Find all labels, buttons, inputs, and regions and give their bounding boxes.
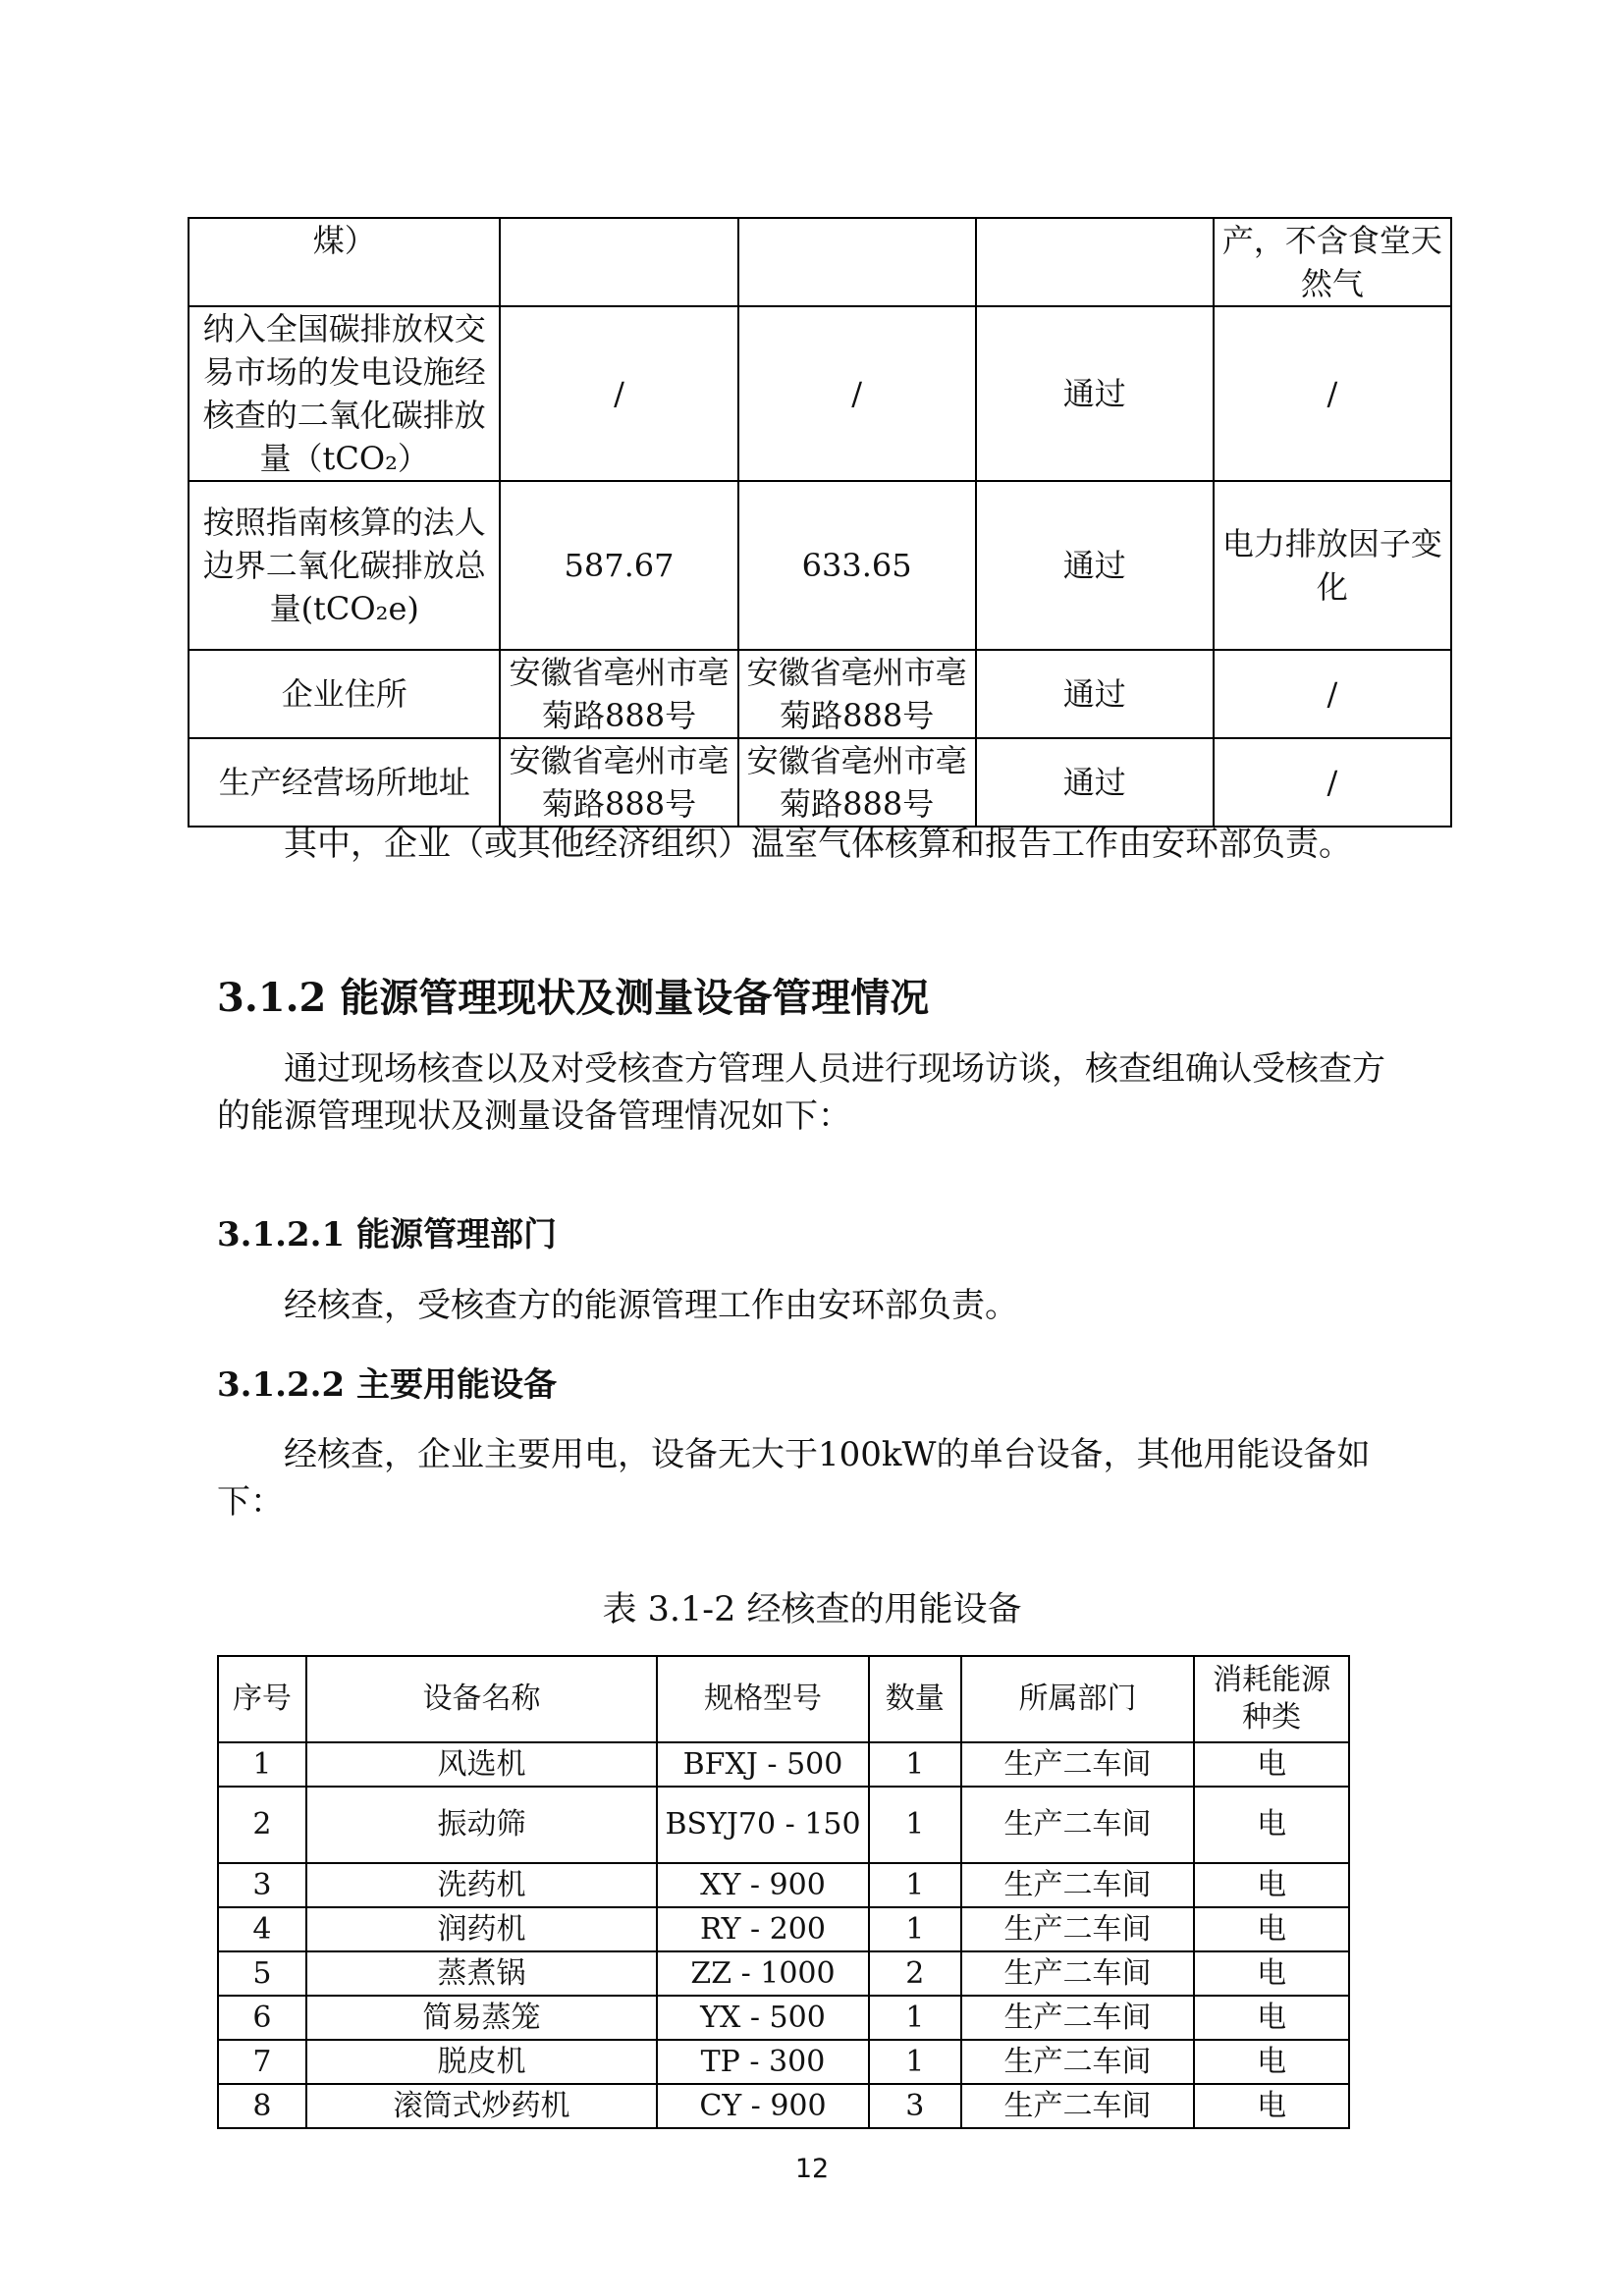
table-cell: BFXJ - 500 bbox=[657, 1742, 869, 1787]
table-cell: 电 bbox=[1194, 1996, 1349, 2040]
table-cell: 脱皮机 bbox=[306, 2040, 657, 2084]
table-cell: 生产经营场所地址 bbox=[189, 738, 500, 827]
table-cell bbox=[500, 218, 737, 306]
table-row bbox=[218, 1787, 1349, 1863]
column-header: 序号 bbox=[218, 1656, 306, 1742]
table-cell: 2 bbox=[218, 1787, 306, 1863]
table-cell: 通过 bbox=[976, 650, 1214, 738]
table-cell: 587.67 bbox=[500, 481, 737, 650]
table-row bbox=[218, 1742, 1349, 1787]
table-cell: XY - 900 bbox=[657, 1863, 869, 1907]
table-row bbox=[189, 738, 1451, 827]
page-number: 12 bbox=[794, 2154, 830, 2184]
table-cell: 1 bbox=[869, 1787, 961, 1863]
table-cell: CY - 900 bbox=[657, 2084, 869, 2128]
table-cell: 润药机 bbox=[306, 1907, 657, 1951]
table-cell: 产，不含食堂天然气 bbox=[1214, 218, 1451, 306]
table-row bbox=[218, 1863, 1349, 1907]
table-cell: 1 bbox=[869, 1996, 961, 2040]
verification-table bbox=[188, 217, 1452, 828]
table-cell: 通过 bbox=[976, 306, 1214, 481]
table-cell bbox=[738, 218, 976, 306]
table-cell: 电 bbox=[1194, 1951, 1349, 1996]
table-cell: TP - 300 bbox=[657, 2040, 869, 2084]
column-header: 消耗能源种类 bbox=[1194, 1656, 1349, 1742]
table-cell: / bbox=[738, 306, 976, 481]
table-cell bbox=[976, 218, 1214, 306]
table-cell: 生产二车间 bbox=[961, 2084, 1195, 2128]
table-cell: 生产二车间 bbox=[961, 1787, 1195, 1863]
table-header-row bbox=[218, 1656, 1349, 1742]
section-heading: 3.1.2 能源管理现状及测量设备管理情况 bbox=[217, 975, 930, 1021]
table-row bbox=[189, 218, 1451, 306]
table-cell: 电 bbox=[1194, 1863, 1349, 1907]
table-cell: 电 bbox=[1194, 1742, 1349, 1787]
table-cell: 5 bbox=[218, 1951, 306, 1996]
table-cell: 3 bbox=[218, 1863, 306, 1907]
column-header: 规格型号 bbox=[657, 1656, 869, 1742]
column-header: 所属部门 bbox=[961, 1656, 1195, 1742]
table-cell: 安徽省亳州市亳菊路888号 bbox=[738, 650, 976, 738]
table-cell: 1 bbox=[218, 1742, 306, 1787]
table-row bbox=[189, 481, 1451, 650]
equipment-table bbox=[217, 1655, 1350, 2129]
table-cell: 4 bbox=[218, 1907, 306, 1951]
table-cell: 振动筛 bbox=[306, 1787, 657, 1863]
table-row bbox=[218, 2084, 1349, 2128]
table-cell: 生产二车间 bbox=[961, 1951, 1195, 1996]
table-cell: 纳入全国碳排放权交易市场的发电设施经核查的二氧化碳排放量（tCO₂） bbox=[189, 306, 500, 481]
table-cell: 1 bbox=[869, 1863, 961, 1907]
table-cell: 煤） bbox=[189, 218, 500, 306]
subsection-heading: 3.1.2.1 能源管理部门 bbox=[217, 1215, 557, 1255]
table-cell: 电 bbox=[1194, 1907, 1349, 1951]
table-cell: 风选机 bbox=[306, 1742, 657, 1787]
table-cell: 生产二车间 bbox=[961, 1907, 1195, 1951]
table-cell: 2 bbox=[869, 1951, 961, 1996]
table-cell: 633.65 bbox=[738, 481, 976, 650]
table-row bbox=[218, 1907, 1349, 1951]
table-cell: 电 bbox=[1194, 2084, 1349, 2128]
column-header: 设备名称 bbox=[306, 1656, 657, 1742]
table-cell: 1 bbox=[869, 1907, 961, 1951]
table-cell: 8 bbox=[218, 2084, 306, 2128]
table-cell: 通过 bbox=[976, 481, 1214, 650]
table-cell: 生产二车间 bbox=[961, 1742, 1195, 1787]
paragraph: 经核查，企业主要用电，设备无大于100kW的单台设备，其他用能设备如下： bbox=[217, 1435, 1371, 1522]
table-cell: 电 bbox=[1194, 1787, 1349, 1863]
subsection-heading: 3.1.2.2 主要用能设备 bbox=[217, 1365, 557, 1405]
table-cell: 按照指南核算的法人边界二氧化碳排放总量(tCO₂e) bbox=[189, 481, 500, 650]
table-cell: 生产二车间 bbox=[961, 1996, 1195, 2040]
table-cell: BSYJ70 - 150 bbox=[657, 1787, 869, 1863]
table-cell: 安徽省亳州市亳菊路888号 bbox=[500, 650, 737, 738]
table-cell: 洗药机 bbox=[306, 1863, 657, 1907]
table-cell: 通过 bbox=[976, 738, 1214, 827]
table-cell: 企业住所 bbox=[189, 650, 500, 738]
table-row bbox=[218, 1951, 1349, 1996]
column-header: 数量 bbox=[869, 1656, 961, 1742]
table-row bbox=[218, 2040, 1349, 2084]
table-cell: / bbox=[1214, 650, 1451, 738]
table-cell: 简易蒸笼 bbox=[306, 1996, 657, 2040]
paragraph: 经核查，受核查方的能源管理工作由安环部负责。 bbox=[284, 1286, 1018, 1325]
table-cell: ZZ - 1000 bbox=[657, 1951, 869, 1996]
table-cell: 生产二车间 bbox=[961, 2040, 1195, 2084]
table-cell: / bbox=[1214, 306, 1451, 481]
table-cell: 1 bbox=[869, 1742, 961, 1787]
table-cell: 滚筒式炒药机 bbox=[306, 2084, 657, 2128]
table-cell: / bbox=[500, 306, 737, 481]
table-row bbox=[218, 1996, 1349, 2040]
table-caption: 表 3.1-2 经核查的用能设备 bbox=[602, 1590, 1022, 1629]
table-cell: 6 bbox=[218, 1996, 306, 2040]
table-row bbox=[189, 650, 1451, 738]
table-cell: 生产二车间 bbox=[961, 1863, 1195, 1907]
table-cell: 蒸煮锅 bbox=[306, 1951, 657, 1996]
table-row bbox=[189, 306, 1451, 481]
table-cell: / bbox=[1214, 738, 1451, 827]
table-cell: RY - 200 bbox=[657, 1907, 869, 1951]
table-cell: 安徽省亳州市亳菊路888号 bbox=[738, 738, 976, 827]
table-cell: 1 bbox=[869, 2040, 961, 2084]
paragraph: 其中，企业（或其他经济组织）温室气体核算和报告工作由安环部负责。 bbox=[284, 825, 1352, 864]
table-cell: YX - 500 bbox=[657, 1996, 869, 2040]
table-cell: 7 bbox=[218, 2040, 306, 2084]
table-cell: 安徽省亳州市亳菊路888号 bbox=[500, 738, 737, 827]
table-cell: 电 bbox=[1194, 2040, 1349, 2084]
paragraph: 通过现场核查以及对受核查方管理人员进行现场访谈，核查组确认受核查方的能源管理现状及测量设备管理情况如下： bbox=[217, 1049, 1385, 1136]
table-cell: 3 bbox=[869, 2084, 961, 2128]
table-cell: 电力排放因子变化 bbox=[1214, 481, 1451, 650]
